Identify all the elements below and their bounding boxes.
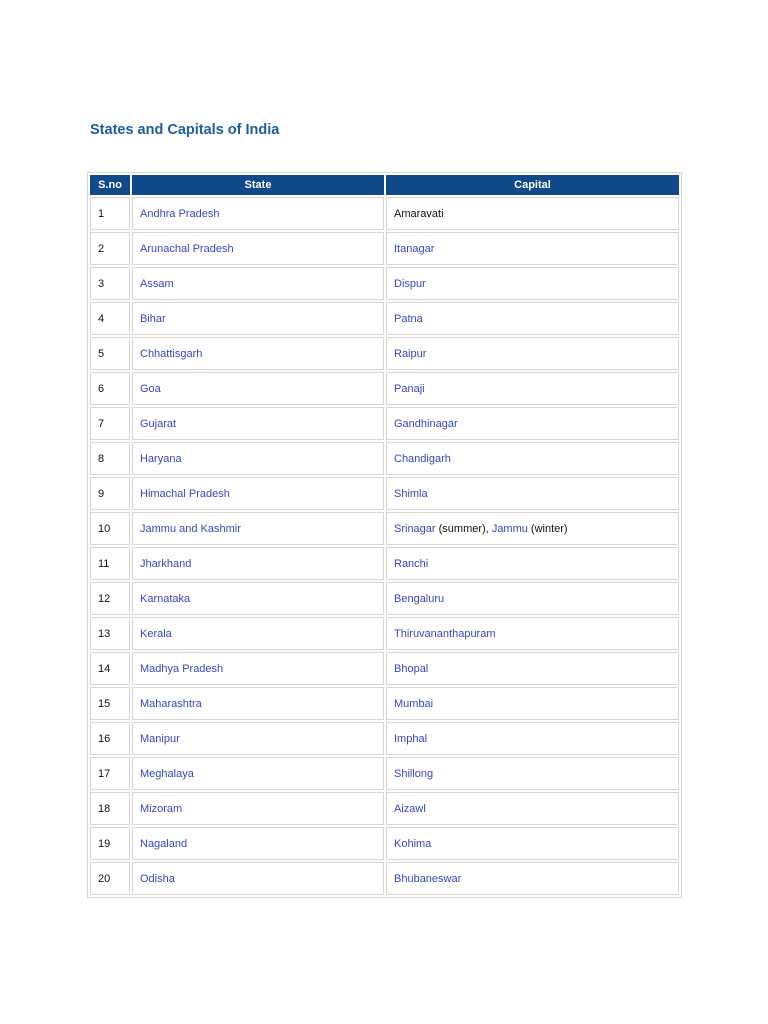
capital-link[interactable]: Aizawl: [394, 802, 426, 815]
state-link[interactable]: Mizoram: [140, 802, 183, 815]
row-state-cell: [132, 337, 384, 370]
table-body: [90, 197, 679, 895]
table-row: [90, 547, 679, 580]
row-state-cell: [132, 232, 384, 265]
row-sno: 20: [90, 862, 130, 895]
capital-link[interactable]: Bhubaneswar: [394, 872, 462, 885]
row-sno: 8: [90, 442, 130, 475]
row-sno: 13: [90, 617, 130, 650]
header-state: State: [132, 175, 384, 195]
header-capital: Capital: [386, 175, 679, 195]
capital-link[interactable]: Thiruvananthapuram: [394, 627, 496, 640]
row-sno: 19: [90, 827, 130, 860]
table-row: [90, 827, 679, 860]
capital-link[interactable]: Mumbai: [394, 697, 434, 710]
row-state-cell: [132, 512, 384, 545]
state-link[interactable]: Karnataka: [140, 592, 191, 605]
table-row: [90, 267, 679, 300]
row-capital-cell: [386, 477, 679, 510]
state-link[interactable]: Odisha: [140, 872, 175, 885]
row-state-cell: [132, 862, 384, 895]
table-row: [90, 372, 679, 405]
capital-link[interactable]: Srinagar: [394, 522, 436, 535]
row-capital-cell: [386, 302, 679, 335]
state-link[interactable]: Andhra Pradesh: [140, 207, 220, 220]
row-capital-cell: [386, 582, 679, 615]
row-capital-cell: [386, 652, 679, 685]
row-state-cell: [132, 687, 384, 720]
row-state-cell: [132, 267, 384, 300]
state-link[interactable]: Bihar: [140, 312, 166, 325]
row-sno: 12: [90, 582, 130, 615]
capital-link[interactable]: Chandigarh: [394, 452, 451, 465]
states-table-container: [87, 172, 682, 898]
row-sno: 11: [90, 547, 130, 580]
row-sno: 10: [90, 512, 130, 545]
table-header: [90, 175, 679, 195]
row-state-cell: [132, 792, 384, 825]
capital-link[interactable]: Imphal: [394, 732, 428, 745]
capital-link[interactable]: Kohima: [394, 837, 432, 850]
row-sno: 5: [90, 337, 130, 370]
row-capital-cell: [386, 372, 679, 405]
row-capital-cell: [386, 722, 679, 755]
row-sno: 1: [90, 197, 130, 230]
table-row: [90, 302, 679, 335]
row-sno: 15: [90, 687, 130, 720]
row-sno: 14: [90, 652, 130, 685]
state-link[interactable]: Goa: [140, 382, 161, 395]
state-link[interactable]: Gujarat: [140, 417, 177, 430]
table-row: [90, 617, 679, 650]
capital-link[interactable]: Patna: [394, 312, 423, 325]
row-state-cell: [132, 372, 384, 405]
table-row: [90, 197, 679, 230]
row-sno: 18: [90, 792, 130, 825]
row-state-cell: [132, 722, 384, 755]
state-link[interactable]: Madhya Pradesh: [140, 662, 224, 675]
capital-link[interactable]: Jammu: [491, 522, 528, 535]
state-link[interactable]: Arunachal Pradesh: [140, 242, 234, 255]
state-link[interactable]: Manipur: [140, 732, 180, 745]
state-link[interactable]: Assam: [140, 277, 174, 290]
capital-link[interactable]: Bengaluru: [394, 592, 445, 605]
state-link[interactable]: Himachal Pradesh: [140, 487, 230, 500]
row-state-cell: [132, 757, 384, 790]
row-capital-cell: [386, 232, 679, 265]
states-capitals-table: [88, 173, 681, 897]
table-row: [90, 687, 679, 720]
table-row: [90, 442, 679, 475]
row-sno: 7: [90, 407, 130, 440]
capital-text: (summer),: [435, 522, 492, 535]
row-sno: 3: [90, 267, 130, 300]
capital-link[interactable]: Ranchi: [394, 557, 429, 570]
table-row: [90, 337, 679, 370]
capital-link[interactable]: Bhopal: [394, 662, 429, 675]
state-link[interactable]: Haryana: [140, 452, 182, 465]
row-capital-cell: [386, 862, 679, 895]
capital-text: Amaravati: [394, 207, 444, 220]
table-row: [90, 792, 679, 825]
table-row: [90, 652, 679, 685]
row-sno: 6: [90, 372, 130, 405]
row-capital-cell: [386, 267, 679, 300]
row-state-cell: [132, 197, 384, 230]
table-row: [90, 232, 679, 265]
capital-link[interactable]: Shillong: [394, 767, 434, 780]
row-sno: 16: [90, 722, 130, 755]
capital-link[interactable]: Dispur: [394, 277, 426, 290]
table-row: [90, 582, 679, 615]
row-capital-cell: [386, 687, 679, 720]
row-capital-cell: [386, 512, 679, 545]
state-link[interactable]: Jharkhand: [140, 557, 192, 570]
capital-link[interactable]: Gandhinagar: [394, 417, 458, 430]
table-row: [90, 862, 679, 895]
row-state-cell: [132, 302, 384, 335]
table-row: [90, 477, 679, 510]
row-sno: 2: [90, 232, 130, 265]
row-state-cell: [132, 652, 384, 685]
state-link[interactable]: Jammu and Kashmir: [140, 522, 241, 535]
row-capital-cell: [386, 407, 679, 440]
row-state-cell: [132, 617, 384, 650]
row-state-cell: [132, 827, 384, 860]
table-row: [90, 407, 679, 440]
row-capital-cell: [386, 442, 679, 475]
row-state-cell: [132, 547, 384, 580]
table-row: [90, 512, 679, 545]
row-capital-cell: [386, 827, 679, 860]
row-capital-cell: [386, 792, 679, 825]
table-row: [90, 722, 679, 755]
state-link[interactable]: Maharashtra: [140, 697, 202, 710]
state-link[interactable]: Meghalaya: [140, 767, 194, 780]
row-sno: 4: [90, 302, 130, 335]
row-state-cell: [132, 407, 384, 440]
table-row: [90, 757, 679, 790]
table-header-row: [90, 175, 679, 195]
capital-link[interactable]: Panaji: [394, 382, 425, 395]
row-state-cell: [132, 582, 384, 615]
row-capital-cell: [386, 547, 679, 580]
page-title: States and Capitals of India: [90, 122, 280, 138]
row-capital-cell: [386, 337, 679, 370]
capital-text: (winter): [527, 522, 568, 535]
row-capital-cell: [386, 757, 679, 790]
header-sno: S.no: [90, 175, 130, 195]
row-capital-cell: [386, 197, 679, 230]
state-link[interactable]: Nagaland: [140, 837, 188, 850]
row-sno: 9: [90, 477, 130, 510]
capital-link[interactable]: Raipur: [394, 347, 427, 360]
row-state-cell: [132, 477, 384, 510]
capital-link[interactable]: Itanagar: [394, 242, 435, 255]
state-link[interactable]: Kerala: [140, 627, 172, 640]
state-link[interactable]: Chhattisgarh: [140, 347, 203, 360]
capital-link[interactable]: Shimla: [394, 487, 428, 500]
row-state-cell: [132, 442, 384, 475]
row-capital-cell: [386, 617, 679, 650]
row-sno: 17: [90, 757, 130, 790]
